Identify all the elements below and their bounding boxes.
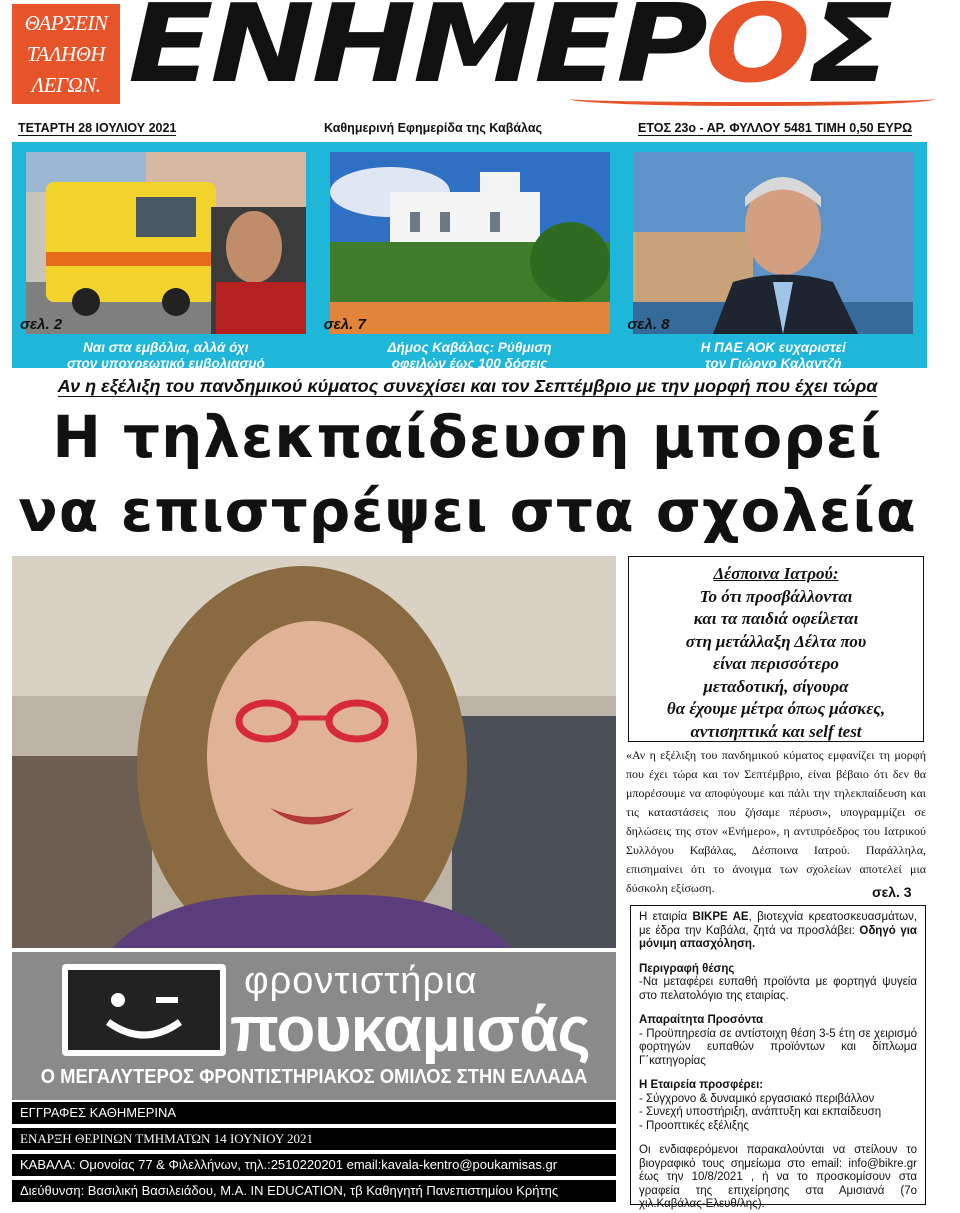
classified-role: Οδηγό για μόνιμη απασχόληση. bbox=[639, 924, 917, 950]
headline-line: να επιστρέψει στα σχολεία bbox=[18, 477, 917, 545]
quote-line: αντισηπτικά και self test bbox=[690, 721, 862, 741]
poukamisas-ad[interactable] bbox=[12, 952, 616, 1100]
city-hall-photo bbox=[330, 152, 610, 334]
classified-offer-item: - Σύγχρονο & δυναμικό εργασιακό περιβάλλον bbox=[639, 1092, 875, 1105]
issue-date: ΤΕΤΑΡΤΗ 28 ΙΟΥΛΙΟΥ 2021 bbox=[18, 121, 177, 135]
quote-speaker: Δέσποινα Ιατρού: bbox=[713, 564, 839, 583]
classified-heading: Περιγραφή θέσης bbox=[639, 962, 735, 975]
quote-line: είναι περισσότερο bbox=[713, 654, 839, 673]
teaser-caption-line: τον Γιώργο Καλαντζή bbox=[704, 356, 842, 371]
teaser-ambulance[interactable] bbox=[16, 148, 316, 371]
teaser-caption bbox=[320, 340, 620, 372]
classified-text: , βιοτεχνία κρεατοσκευασμάτων, με έδρα την Καβάλα, ζητά να προσλάβει: bbox=[639, 911, 918, 937]
classified-heading: Απαραίτητα Προσόντα bbox=[639, 1014, 764, 1026]
kicker bbox=[0, 376, 935, 397]
classified-company: ΒΙΚΡΕ ΑΕ bbox=[692, 911, 749, 923]
ambulance-photo bbox=[26, 152, 306, 334]
motto-line: ΛΕΓΩΝ. bbox=[31, 73, 101, 97]
masthead bbox=[10, 0, 950, 118]
ad-bar: ΚΑΒΑΛΑ: Ομονοίας 77 & Φιλελλήνων, τηλ.:2510220201 email:kavala-kentro@poukamisas.gr bbox=[12, 1154, 616, 1176]
main-portrait-photo bbox=[12, 556, 616, 948]
ad-bar: ΕΓΓΡΑΦΕΣ ΚΑΘΗΜΕΡΙΝΑ bbox=[12, 1102, 616, 1124]
teaser-page-ref: σελ. 2 bbox=[20, 316, 63, 333]
teaser-caption bbox=[16, 340, 316, 372]
teaser-strip bbox=[12, 142, 927, 371]
teaser-caption-line: στον υποχρεωτικό εμβολιασμό bbox=[66, 356, 265, 371]
paper-subtitle: Καθημερινή Εφημερίδα της Καβάλας bbox=[324, 121, 543, 135]
teaser-caption-line: Ναι στα εμβόλια, αλλά όχι bbox=[83, 340, 249, 355]
classified-text: - Προϋπηρεσία σε αντίστοιχη θέση 3-5 έτη σε χειρισμό φορτηγών ευπαθών προϊόντων και δίπλωμα Γ΄κατηγορίας bbox=[639, 1027, 917, 1067]
ad-brand-line2: πουκαμισάς bbox=[230, 993, 590, 1065]
wink-logo-icon bbox=[62, 964, 226, 1056]
ad-info-bars bbox=[12, 1102, 616, 1206]
quote-line: και τα παιδιά οφείλεται bbox=[693, 609, 859, 628]
quote-line: Το ότι προσβάλλονται bbox=[699, 586, 853, 606]
teaser-page-ref: σελ. 7 bbox=[323, 316, 366, 333]
classified-description bbox=[639, 963, 917, 1004]
teaser-caption bbox=[623, 340, 923, 372]
article-page-ref[interactable]: σελ. 3 bbox=[872, 884, 912, 900]
teaser-page-ref: σελ. 8 bbox=[627, 316, 670, 333]
aok-portrait-photo bbox=[633, 152, 913, 334]
classified-offer bbox=[639, 1079, 917, 1133]
quote-box bbox=[628, 556, 924, 742]
classified-offer-item: - Συνεχή υποστήριξη, ανάπτυξη και εκπαίδευση bbox=[639, 1106, 882, 1118]
motto-line: ΘΑΡΣΕΙΝ bbox=[24, 11, 108, 35]
ad-brand-line1: φροντιστήρια bbox=[244, 960, 478, 1002]
quote-line: θα έχουμε μέτρα όπως μάσκες, bbox=[666, 699, 886, 718]
motto-badge bbox=[12, 4, 120, 104]
classified-offer-item: - Προοπτικές εξέλιξης bbox=[639, 1119, 749, 1132]
teaser-caption-line: Δήμος Καβάλας: Ρύθμιση bbox=[387, 340, 552, 355]
logo-accent: Ο bbox=[704, 0, 808, 107]
logo-main: ΕΝΗΜΕΡ bbox=[128, 0, 705, 107]
dateline bbox=[12, 118, 944, 140]
teaser-caption-line: Η ΠΑΕ ΑΟΚ ευχαριστεί bbox=[700, 340, 846, 355]
motto-line: ΤΑΛΗΘΗ bbox=[26, 42, 106, 66]
issue-info: ΕΤΟΣ 23ο - ΑΡ. ΦΥΛΛΟΥ 5481 ΤΙΜΗ 0,50 ΕΥΡΩ bbox=[638, 121, 913, 135]
classified-heading: Η Εταιρεία προσφέρει: bbox=[639, 1079, 764, 1091]
classified-intro bbox=[639, 911, 917, 952]
quote-line: μεταδοτική, σίγουρα bbox=[703, 676, 849, 696]
newspaper-logo bbox=[128, 0, 890, 105]
logo-swoosh bbox=[570, 92, 935, 106]
classified-contact: Οι ενδιαφερόμενοι παρακαλούνται να στείλουν το βιογραφικό τους σημείωμα στο email: info@bikre.gr έως την 10/8/2021 , ή να το προσκομίσουν στα γραφεία της επιχείρησης στα Αμισιανά (7ο χιλ.Καβάλας-Ελευθ/λης). bbox=[639, 1144, 917, 1210]
teaser-city-hall[interactable] bbox=[320, 148, 620, 371]
teaser-caption-line: οφειλών έως 100 δόσεις bbox=[391, 356, 548, 371]
job-classified-ad bbox=[630, 905, 926, 1210]
kicker-text: Αν η εξέλιξη του πανδημικού κύματος συνεχίσει και τον Σεπτέμβριο με την μορφή που έχει τώρα bbox=[57, 376, 878, 396]
classified-requirements bbox=[639, 1014, 917, 1068]
classified-text: -Να μεταφέρει ευπαθή προϊόντα με φορτηγά ψυγεία στο πελατολόγιο της εταιρίας. bbox=[639, 976, 917, 1002]
quote-line: στη μετάλλαξη Δέλτα που bbox=[685, 631, 867, 651]
article-body: «Αν η εξέλιξη του πανδημικού κύματος εμφανίζει τη μορφή που έχει τώρα και τον Σεπτέμβριο, είναι βέβαιο ότι δεν θα μπορέσουμε να αποφύγουμε και πάλι την τηλεκπαίδευση και τις καταστάσεις που ζήσαμε πέρυσι», υπογραμμίζει σε δηλώσεις της στον «Ενήμερο», η αντιπρόεδρος του Ιατρικού Συλλόγου Καβάλας, Δέσποινα Ιατρού. Παράλληλα, επισημαίνει ότι το άνοιγμα των σχολείων αποτελεί μια δύσκολη εξίσωση. bbox=[626, 748, 926, 895]
logo-tail: Σ bbox=[807, 0, 890, 107]
ad-tagline: Ο ΜΕΓΑΛΥΤΕΡΟΣ ΦΡΟΝΤΙΣΤΗΡΙΑΚΟΣ ΟΜΙΛΟΣ ΣΤΗΝ ΕΛΛΑΔΑ bbox=[40, 1066, 588, 1088]
main-headline[interactable] bbox=[0, 400, 935, 548]
ad-bar: Διεύθυνση: Βασιλική Βασιλειάδου, Μ.Α. IN EDUCATION, τβ Καθηγητή Πανεπιστημίου Κρήτης bbox=[12, 1180, 616, 1202]
classified-text: Η εταιρία bbox=[639, 911, 693, 923]
teaser-aok[interactable] bbox=[623, 148, 923, 371]
headline-line: Η τηλεκπαίδευση μπορεί bbox=[52, 403, 883, 471]
ad-bar: ΕΝΑΡΞΗ ΘΕΡΙΝΩΝ ΤΜΗΜΑΤΩΝ 14 ΙΟΥΝΙΟΥ 2021 bbox=[12, 1128, 616, 1150]
